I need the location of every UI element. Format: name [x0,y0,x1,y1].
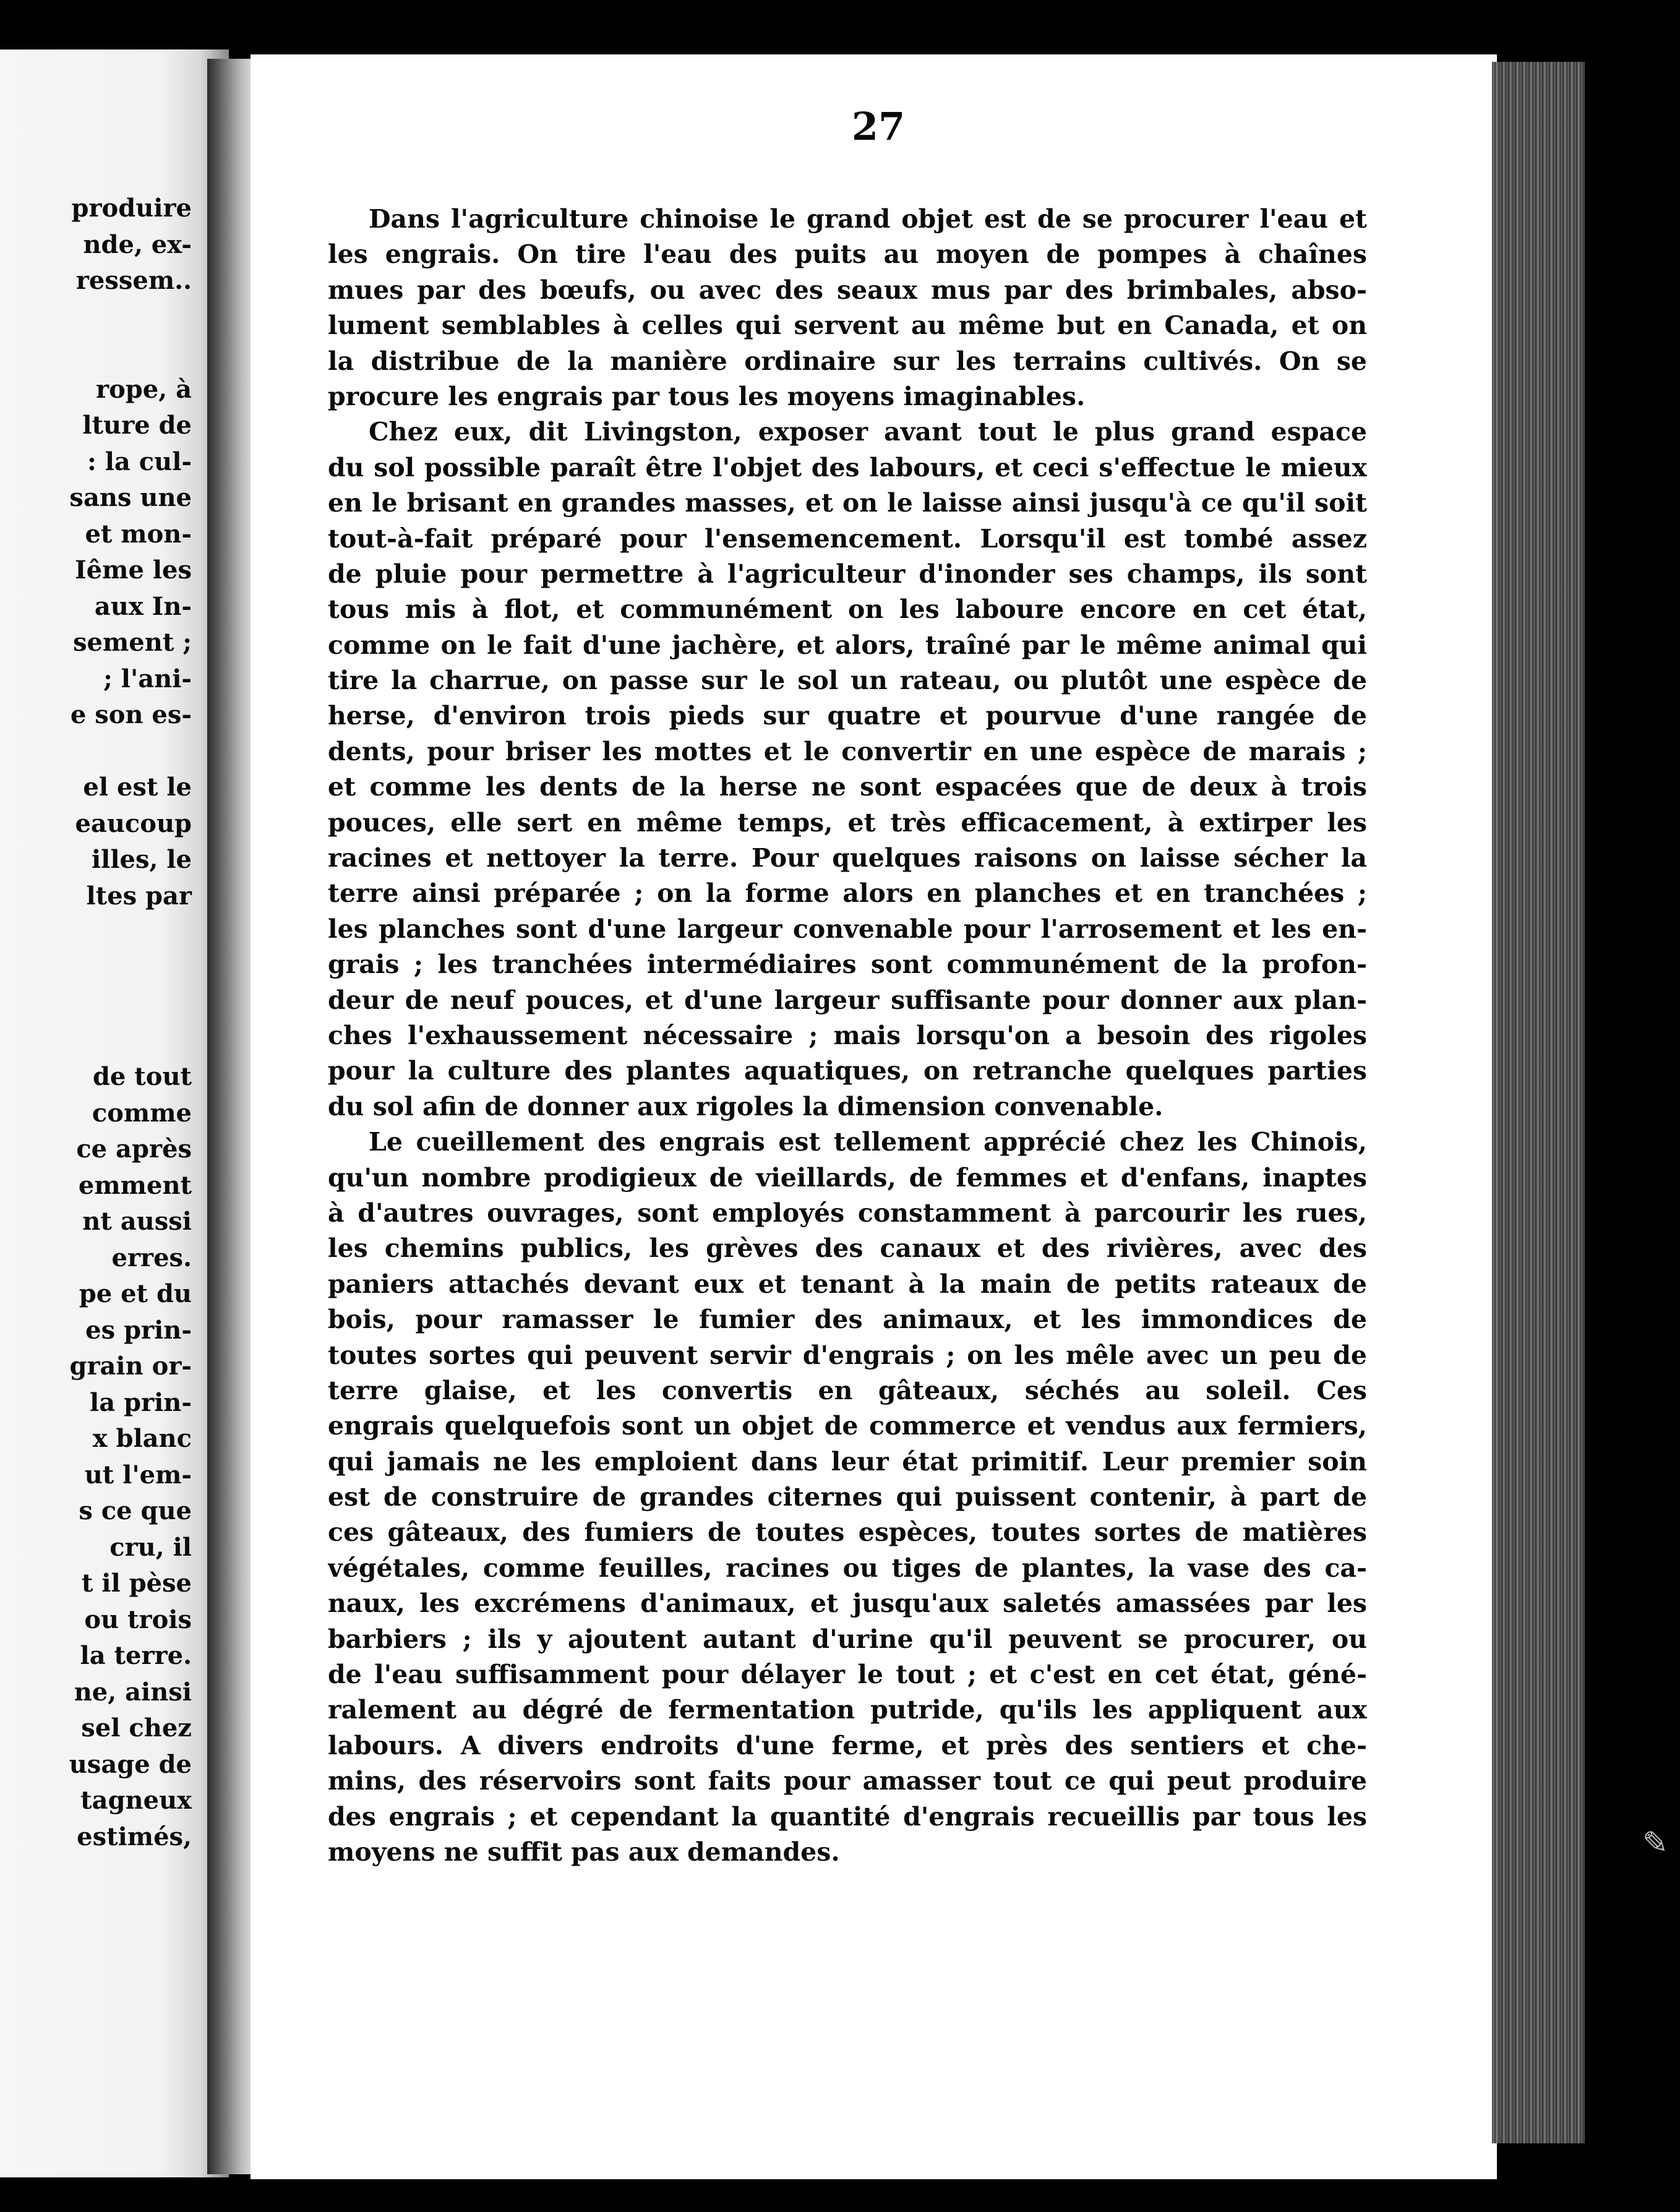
text-line: Dans l'agriculture chinoise le grand objet est de se procurer l'eau et [369,204,1367,234]
text-line: racines et nettoyer la terre. Pour quelques raisons on laisse sécher la [328,843,1367,873]
text-line: et comme les dents de la herse ne sont espacées que de deux à trois [328,772,1367,802]
text-line: des engrais ; et cependant la quantité d'engrais recueillis par tous les [328,1801,1367,1832]
left-page-text [0,191,192,1855]
text-line: végétales, comme feuilles, racines ou tiges de plantes, la vase des ca- [328,1553,1367,1583]
text-line: ralement au dégré de fermentation putride, qu'ils les appliquent aux [328,1695,1367,1725]
left-page-line: usage de [69,1749,192,1779]
text-line: deur de neuf pouces, et d'une largeur suffisante pour donner aux plan- [328,985,1367,1015]
text-line: qu'un nombre prodigieux de vieillards, de femmes et d'enfans, inaptes [328,1162,1367,1193]
text-line: en le brisant en grandes masses, et on le laisse ainsi jusqu'à ce qu'il soit [328,488,1367,518]
text-line: de l'eau suffisamment pour délayer le tout ; et c'est en cet état, géné- [328,1660,1367,1690]
left-page-line: t il pèse [81,1569,192,1598]
left-page-line [0,734,192,770]
left-page-line: emment [78,1170,192,1200]
text-line: terre ainsi préparée ; on la forme alors en planches et en tranchées ; [328,878,1367,909]
left-page-line: ltes par [86,881,192,911]
text-line: engrais quelquefois sont un objet de commerce et vendus aux fermiers, [328,1411,1367,1441]
margin-smudge-mark: ✎ [1642,1825,1668,1861]
left-page-line: comme [92,1098,192,1128]
left-page-line: sel chez [81,1713,192,1743]
left-page-line: es prin- [85,1315,192,1345]
left-page-line [0,987,192,1023]
left-page-line: illes, le [91,845,192,874]
left-page-line: estimés, [77,1822,192,1851]
text-line: la distribue de la manière ordinaire sur les terrains cultivés. On se [328,346,1367,376]
left-page-line: nt aussi [82,1207,192,1236]
text-line: mues par des bœufs, ou avec des seaux mus par des brimbales, abso- [328,275,1367,305]
left-page-line: produire [71,194,192,223]
left-page-line: la prin- [90,1387,192,1417]
text-line: herse, d'environ trois pieds sur quatre et pourvue d'une rangée de [328,701,1367,731]
left-page-line: ne, ainsi [74,1677,192,1707]
text-line: est de construire de grandes citernes qui puissent contenir, à part de [328,1482,1367,1512]
text-line: qui jamais ne les emploient dans leur état primitif. Leur premier soin [328,1446,1367,1477]
text-line: pouces, elle sert en même temps, et très efficacement, à extirper les [328,807,1367,838]
text-line: terre glaise, et les convertis en gâteaux, séchés au soleil. Ces [328,1375,1367,1405]
text-line: ches l'exhaussement nécessaire ; mais lorsqu'on a besoin des rigoles [328,1020,1367,1050]
text-line: de pluie pour permettre à l'agriculteur d'inonder ses champs, ils sont [328,559,1367,589]
text-line: comme on le fait d'une jachère, et alors, traîné par le même animal qui [328,630,1367,660]
text-line: les planches sont d'une largeur convenable pour l'arrosement et les en- [328,914,1367,944]
page-number: 27 [851,104,906,149]
text-line: bois, pour ramasser le fumier des animaux, et les immondices de [328,1305,1367,1335]
left-page-line: s ce que [79,1496,192,1525]
text-line: les chemins publics, les grèves des canaux et des rivières, avec des [328,1233,1367,1264]
left-page-line: eaucoup [75,808,192,838]
left-page-line: et mon- [85,519,192,549]
text-line: tous mis à flot, et communément on les laboure encore en cet état, [328,594,1367,625]
left-page-line: grain or- [69,1352,192,1381]
left-page-line [0,299,192,336]
left-page-line: tagneux [80,1786,192,1815]
text-line: à d'autres ouvrages, sont employés constamment à parcourir les rues, [328,1198,1367,1228]
text-line: barbiers ; ils y ajoutent autant d'urine qu'il peuvent se procurer, ou [328,1624,1367,1654]
page-body-text [328,202,1367,1870]
text-line: les engrais. On tire l'eau des puits au moyen de pompes à chaînes [328,239,1367,270]
text-line: lument semblables à celles qui servent au même but en Canada, et on [328,311,1367,341]
text-line: tire la charrue, on passe sur le sol un rateau, ou plutôt une espèce de [328,666,1367,696]
left-page-line: aux In- [94,591,192,621]
book-gutter [207,59,257,2174]
left-page-line: de tout [92,1062,192,1091]
text-line: paniers attachés devant eux et tenant à la main de petits rateaux de [328,1269,1367,1299]
left-page-line: el est le [83,773,192,802]
left-page-line: ce après [76,1134,192,1164]
left-page-fragment [0,49,229,2177]
left-page-line: Iême les [74,555,192,585]
left-page-line: rope, à [96,374,192,404]
text-line: moyens ne suffit pas aux demandes. [328,1837,840,1867]
left-page-line: ou trois [84,1605,192,1634]
left-page-line [0,335,192,372]
text-line: procure les engrais par tous les moyens imaginables. [328,381,1086,411]
left-page-line: : la cul- [87,447,192,476]
left-page-line: pe et du [79,1279,192,1308]
left-page-line [0,914,192,951]
text-line: Le cueillement des engrais est tellement apprécié chez les Chinois, [369,1127,1367,1157]
left-page-line: ut l'em- [84,1460,192,1490]
text-line: toutes sortes qui peuvent servir d'engrais ; on les mêle avec un peu de [328,1340,1367,1370]
text-line: du sol afin de donner aux rigoles la dimension convenable. [328,1091,1164,1121]
left-page-line: nde, ex- [83,229,192,259]
left-page-line: erres. [111,1243,192,1272]
left-page-line: x blanc [92,1424,192,1453]
left-page-line: la terre. [80,1641,192,1670]
text-line: labours. A divers endroits d'une ferme, et près des sentiers et che- [328,1730,1367,1760]
left-page-line [0,951,192,987]
text-line: naux, les excrémens d'animaux, et jusqu'aux saletés amassées par les [328,1588,1367,1619]
left-page-line: sans une [69,483,192,512]
text-line: ces gâteaux, des fumiers de toutes espèces, toutes sortes de matières [328,1517,1367,1548]
text-line: pour la culture des plantes aquatiques, on retranche quelques parties [328,1056,1367,1086]
text-line: grais ; les tranchées intermédiaires sont communément de la profon- [328,950,1367,980]
left-page-line: cru, il [109,1532,192,1562]
left-page-line: ; l'ani- [103,664,192,693]
text-line: mins, des réservoirs sont faits pour amasser tout ce qui peut produire [328,1766,1367,1796]
left-page-line: ressem.. [75,266,192,295]
text-line: tout-à-fait préparé pour l'ensemencement. Lorsqu'il est tombé assez [328,523,1367,554]
text-line: du sol possible paraît être l'objet des labours, et ceci s'effectue le mieux [328,452,1367,482]
left-page-line: sement ; [73,628,192,657]
text-line: dents, pour briser les mottes et le convertir en une espèce de marais ; [328,736,1367,766]
page-edge-stack [1492,62,1585,2143]
text-line: Chez eux, dit Livingston, exposer avant tout le plus grand espace [369,417,1367,447]
left-page-line: lture de [82,411,192,440]
left-page-line [0,1023,192,1060]
left-page-line: e son es- [70,700,192,729]
